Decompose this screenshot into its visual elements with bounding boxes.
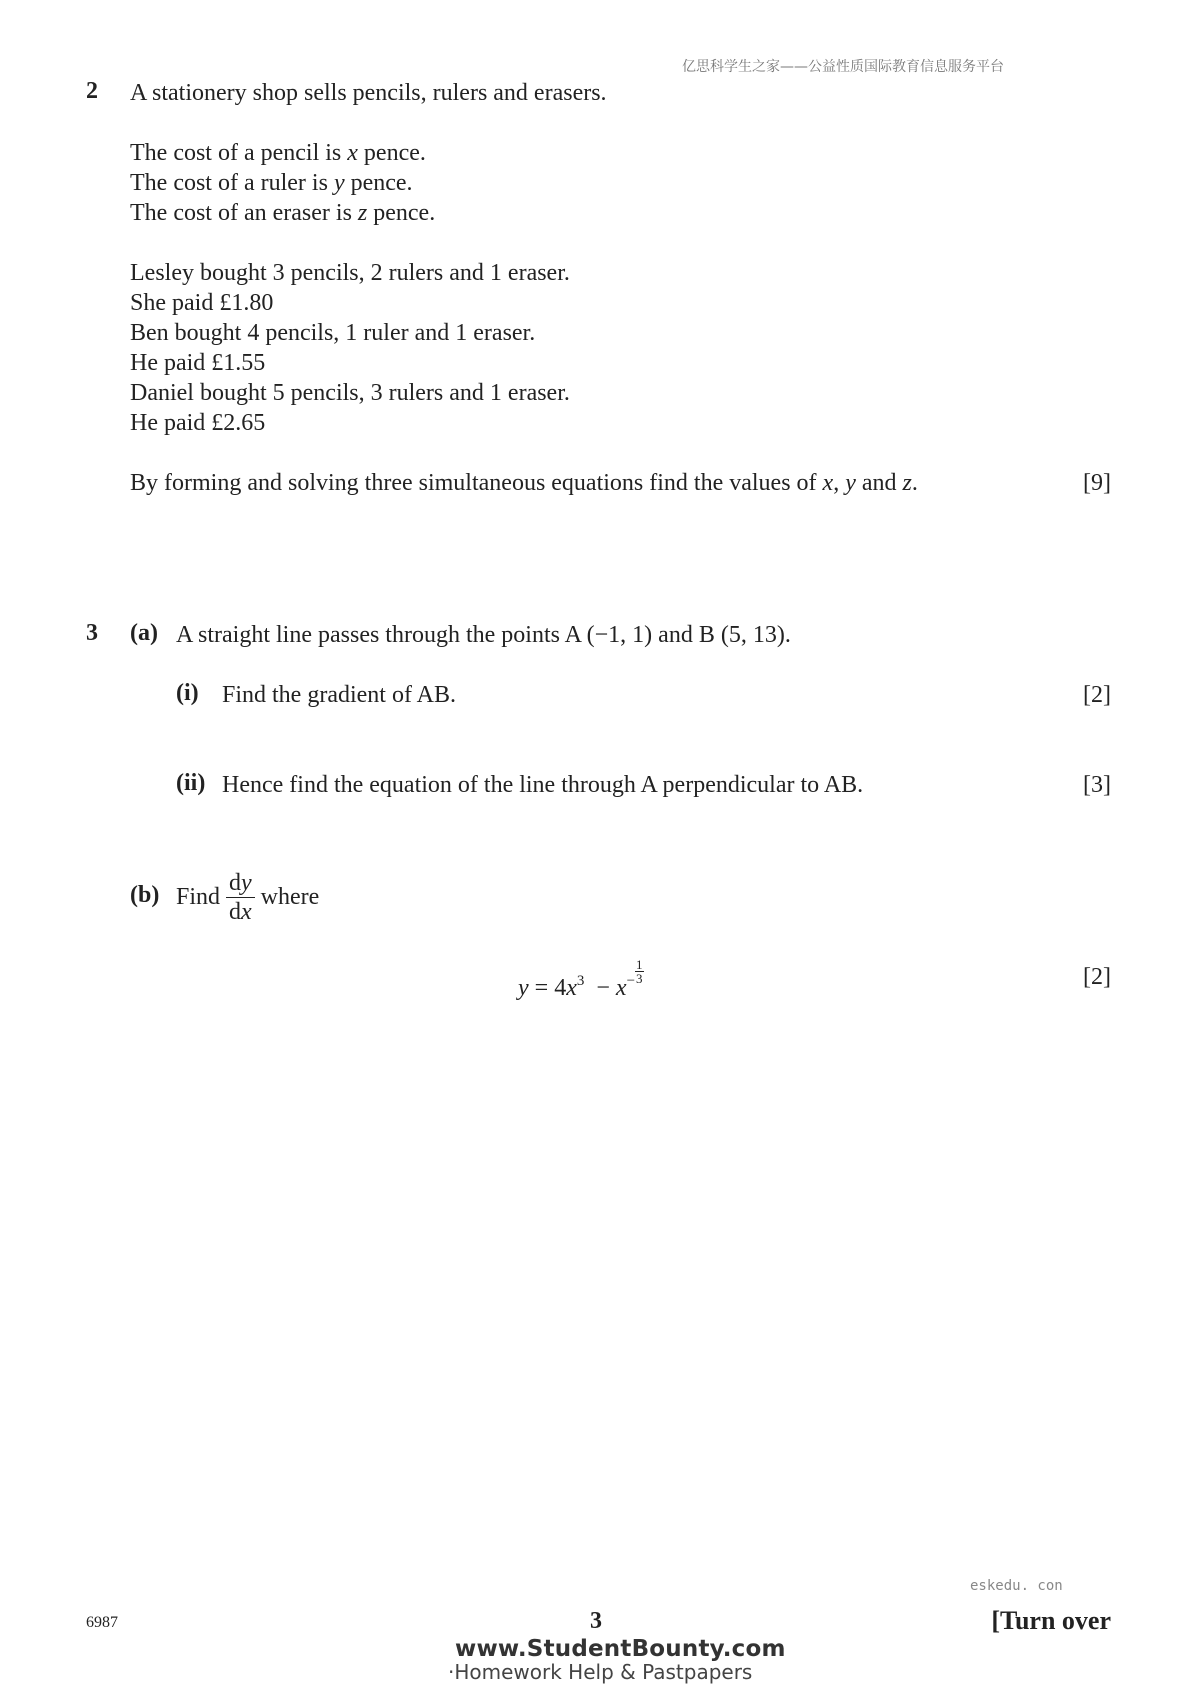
part-a-i-label: (i) — [176, 680, 199, 706]
question-2-number: 2 — [86, 78, 98, 104]
part-a-label: (a) — [130, 620, 158, 646]
part-a-i-text: Find the gradient of AB. — [222, 682, 456, 708]
exponent-denominator: 3 — [636, 971, 643, 986]
equation-exponent-fraction — [635, 958, 644, 985]
page-number: 3 — [590, 1608, 602, 1634]
question-2-task: By forming and solving three simultaneous equations find the values of x, y and z. — [130, 470, 918, 496]
derivative-fraction — [226, 869, 255, 926]
question-3-number: 3 — [86, 620, 98, 646]
turn-over-label: [Turn over — [991, 1606, 1111, 1635]
studentbounty-url: www.StudentBounty.com — [455, 1636, 786, 1662]
part-b-instruction — [176, 862, 319, 932]
part-a-ii-text: Hence find the equation of the line through A perpendicular to AB. — [222, 772, 864, 798]
equation-power: 3 — [576, 973, 585, 989]
exponent-numerator: 1 — [636, 957, 643, 972]
equation: $y = 4x^3 - x^-$ $\frac{1}{3}$ — [518, 957, 643, 1001]
cost-eraser-line: The cost of an eraser is z pence. — [130, 200, 436, 226]
part-a-text: A straight line passes through the points A (−1, 1) and B (5, 13). — [176, 622, 791, 648]
find-word: Find — [176, 884, 221, 910]
part-b-marks: [2] — [1083, 964, 1111, 990]
part-b-label: (b) — [130, 882, 160, 908]
where-word: where — [260, 884, 320, 910]
ben-purchase: Ben bought 4 pencils, 1 ruler and 1 eraser. — [130, 320, 536, 346]
site-watermark: eskedu. con — [970, 1578, 1063, 1594]
part-a-i-marks: [2] — [1083, 682, 1111, 708]
fraction-denominator: dx — [229, 898, 252, 925]
paper-code: 6987 — [86, 1614, 118, 1631]
question-2-marks: [9] — [1083, 470, 1111, 496]
lesley-paid: She paid £1.80 — [130, 290, 274, 316]
lesley-purchase: Lesley bought 3 pencils, 2 rulers and 1 eraser. — [130, 260, 570, 286]
cost-ruler-line: The cost of a ruler is y pence. — [130, 170, 413, 196]
question-2-intro: A stationery shop sells pencils, rulers and erasers. — [130, 80, 607, 106]
header-watermark: 亿思科学生之家——公益性质国际教育信息服务平台 — [682, 59, 1004, 75]
studentbounty-tagline: ·Homework Help & Pastpapers — [448, 1660, 753, 1684]
part-a-ii-marks: [3] — [1083, 772, 1111, 798]
daniel-purchase: Daniel bought 5 pencils, 3 rulers and 1 eraser. — [130, 380, 570, 406]
ben-paid: He paid £1.55 — [130, 350, 266, 376]
cost-pencil-line: The cost of a pencil is x pence. — [130, 140, 426, 166]
equation-exponent-sign: − — [626, 973, 636, 989]
daniel-paid: He paid £2.65 — [130, 410, 266, 436]
part-a-ii-label: (ii) — [176, 770, 206, 796]
fraction-numerator: dy — [226, 869, 255, 898]
